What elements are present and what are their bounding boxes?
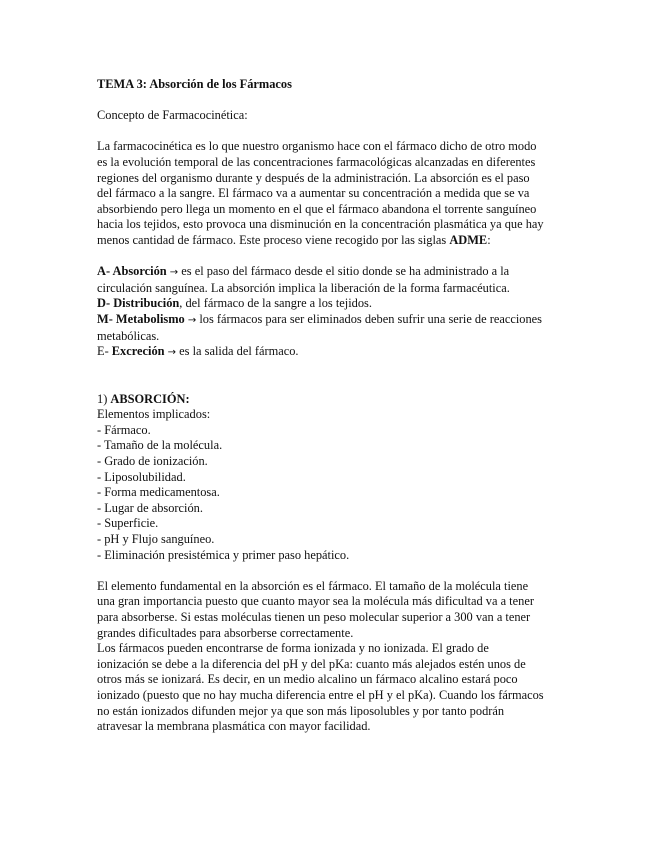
concept-heading: Concepto de Farmacocinética: [97, 108, 248, 123]
intro-line: regiones del organismo durante y después de la administración. La absorción es el paso [97, 170, 530, 185]
list-item: - Liposolubilidad. [97, 469, 186, 484]
elements-label: Elementos implicados: [97, 407, 211, 422]
paragraph-line: ionizado (puesto que no hay mucha diferencia entre el pH y el pKa). Cuando los fármacos [97, 687, 544, 702]
paragraph-line: ionización se debe a la diferencia del pH y del pKa: cuanto más alejados estén unos de [97, 656, 526, 671]
arrow-right-icon: → [169, 267, 179, 279]
intro-line: La farmacocinética es lo que nuestro organismo hace con el fármaco dicho de otro modo [97, 139, 537, 154]
intro-line: es la evolución temporal de las concentraciones farmacológicas alcanzadas en diferentes [97, 154, 536, 169]
adme-item-absorcion-cont: circulación sanguínea. La absorción implica la liberación de la forma farmacéutica. [97, 280, 510, 295]
arrow-right-icon: → [187, 314, 197, 326]
intro-line: menos cantidad de fármaco. Este proceso viene recogido por las siglas ADME: [97, 232, 491, 247]
adme-item-distribucion: D- Distribución, del fármaco de la sangre a los tejidos. [97, 296, 372, 311]
list-item: - Fármaco. [97, 422, 151, 437]
section-heading: 1) ABSORCIÓN: [97, 391, 190, 406]
intro-line: absorbiendo pero llega un momento en el que el fármaco abandona el torrente sanguíneo [97, 201, 537, 216]
paragraph-line: para absorberse. Si estas moléculas tienen un peso molecular superior a 300 van a tener [97, 610, 531, 624]
paragraph-line: El elemento fundamental en la absorción es el fármaco. El tamaño de la molécula tiene [97, 578, 529, 593]
adme-item-metabolismo: M- Metabolismo → los fármacos para ser eliminados deben sufrir una serie de reacciones [97, 311, 543, 326]
paragraph-line: Los fármacos pueden encontrarse de forma ionizada y no ionizada. El grado de [97, 641, 489, 656]
paragraph-line: una gran importancia puesto que cuanto mayor sea la molécula más dificultad va a tener [97, 594, 534, 609]
section-absorcion [97, 392, 567, 564]
intro-paragraph [97, 139, 567, 248]
list-item: - Lugar de absorción. [97, 500, 203, 515]
list-item: - Eliminación presistémica y primer paso hepático. [97, 547, 350, 562]
adme-acronym: ADME [449, 232, 488, 247]
paragraph-line: otros más se ionizará. Es decir, en un medio alcalino un fármaco alcalino estará poco [97, 672, 518, 687]
list-item: - Tamaño de la molécula. [97, 438, 223, 453]
document-page [97, 77, 567, 735]
absorption-paragraph [97, 579, 567, 735]
list-item: - Forma medicamentosa. [97, 485, 220, 500]
adme-item-metabolismo-cont: metabólicas. [97, 328, 160, 343]
intro-line: hacia los tejidos, esto provoca una disminución en la concentración plasmática ya que hay [97, 217, 544, 232]
intro-line: del fármaco a la sangre. El fármaco va a aumentar su concentración a medida que se va [97, 186, 530, 201]
list-item: - Grado de ionización. [97, 454, 208, 469]
list-item: - pH y Flujo sanguíneo. [97, 532, 215, 547]
paragraph-line: grandes dificultades para absorberse correctamente. [97, 625, 354, 640]
adme-item-absorcion: A- Absorción → es el paso del fármaco desde el sitio donde se ha administrado a la [97, 264, 510, 279]
arrow-right-icon: → [167, 347, 177, 359]
paragraph-line: atravesar la membrana plasmática con mayor facilidad. [97, 719, 371, 734]
paragraph-line: no están ionizados difunden mejor ya que son más liposolubles y por tanto podrán [97, 703, 505, 718]
document-title: TEMA 3: Absorción de los Fármacos [97, 77, 292, 91]
adme-list [97, 264, 567, 361]
list-item: - Superficie. [97, 516, 159, 531]
adme-item-excrecion: E- Excreción → es la salida del fármaco. [97, 344, 299, 359]
